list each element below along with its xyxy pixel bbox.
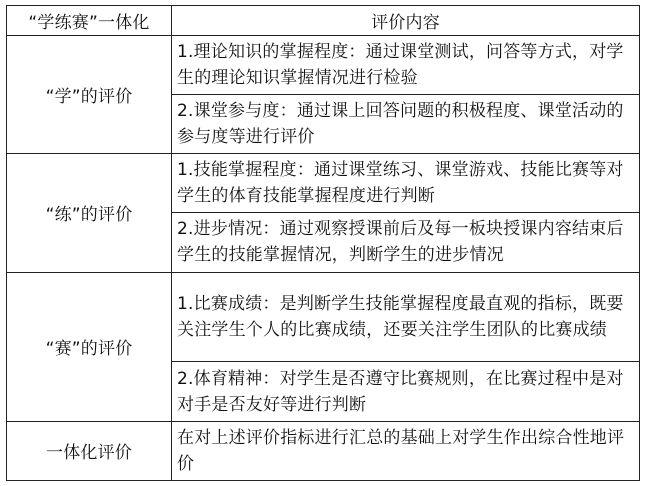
table-header-row — [7, 6, 640, 36]
item-learn-1: 1.理论知识的掌握程度：通过课堂测试，问答等方式，对学生的理论知识掌握情况进行检验 — [172, 35, 640, 94]
dimension-practice: “练”的评价 — [7, 154, 172, 272]
table-row — [7, 421, 640, 480]
table-row — [7, 154, 640, 213]
table-row — [7, 35, 640, 94]
table-row — [7, 272, 640, 362]
header-integration: “学练赛”一体化 — [7, 6, 172, 36]
item-compete-1: 1.比赛成绩：是判断学生技能掌握程度最直观的指标，既要关注学生个人的比赛成绩，还要关注学生团队的比赛成绩 — [172, 272, 640, 362]
item-compete-2: 2.体育精神：对学生是否遵守比赛规则，在比赛过程中是对对手是否友好等进行判断 — [172, 362, 640, 421]
header-evaluation-content: 评价内容 — [172, 6, 640, 36]
item-learn-2: 2.课堂参与度：通过课上回答问题的积极程度、课堂活动的参与度等进行评价 — [172, 94, 640, 153]
dimension-compete: “赛”的评价 — [7, 272, 172, 421]
item-practice-2: 2.进步情况：通过观察授课前后及每一板块授课内容结束后学生的技能掌握情况，判断学生的进步情况 — [172, 213, 640, 272]
dimension-integrated: 一体化评价 — [7, 421, 172, 480]
evaluation-table — [6, 5, 640, 481]
item-integrated-1: 在对上述评价指标进行汇总的基础上对学生作出综合性地评价 — [172, 421, 640, 480]
item-practice-1: 1.技能掌握程度：通过课堂练习、课堂游戏、技能比赛等对学生的体育技能掌握程度进行判断 — [172, 154, 640, 213]
dimension-learn: “学”的评价 — [7, 35, 172, 153]
